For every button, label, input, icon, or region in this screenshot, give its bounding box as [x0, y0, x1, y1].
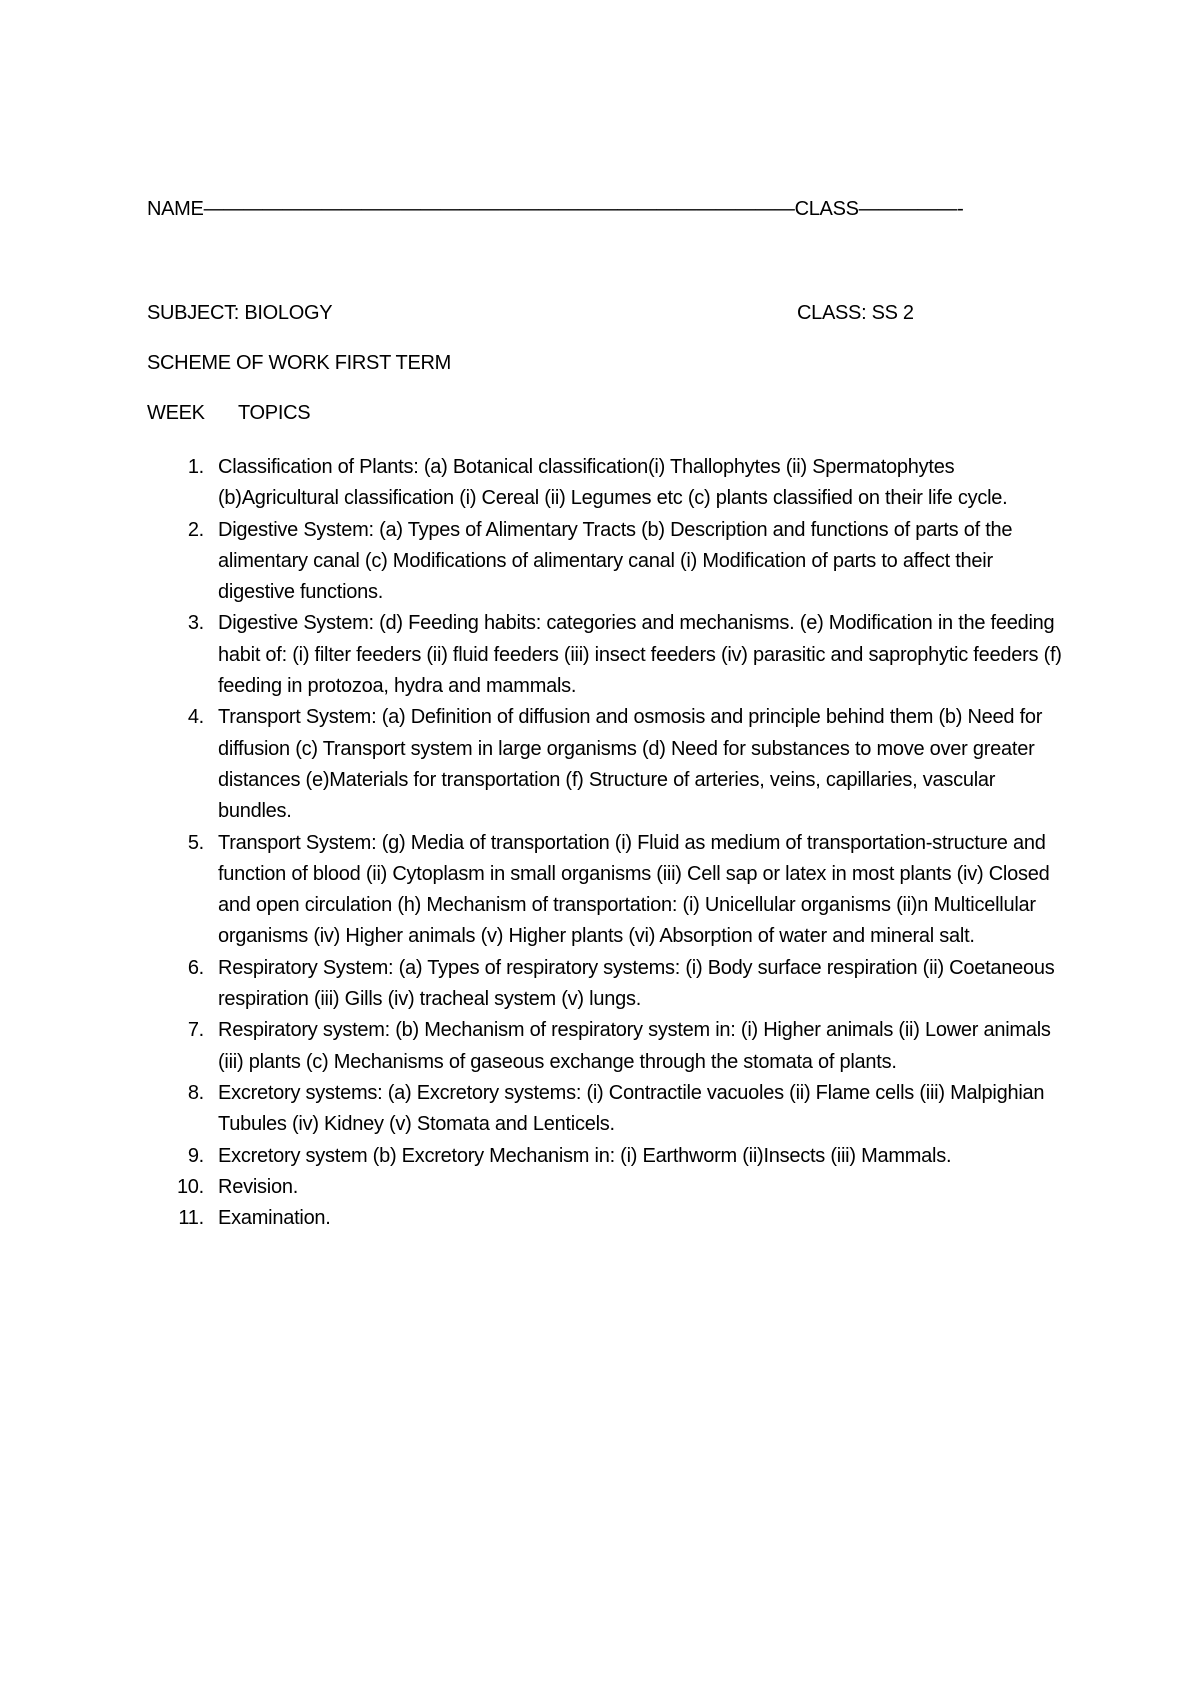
- topic-item: [147, 1141, 1067, 1172]
- topic-text: Digestive System: (a) Types of Alimentary Tracts (b) Description and functions of parts of the alimentary canal (c) Modifications of alimentary canal (i) Modification of parts to affect their digestive functions.: [218, 518, 1013, 604]
- topic-number: 4.: [187, 706, 204, 729]
- topic-number: 1.: [187, 456, 204, 478]
- topic-number: 10.: [176, 1175, 204, 1198]
- topic-item: [147, 452, 1067, 515]
- topic-item: [147, 1015, 1067, 1078]
- topic-number: 11.: [178, 1207, 204, 1230]
- topic-item: [147, 515, 1067, 609]
- topic-text: Examination.: [218, 1207, 331, 1230]
- name-class-line: NAME——————————————————————————————CLASS—————-: [147, 198, 964, 220]
- topic-number: 2.: [187, 518, 204, 541]
- topic-item: [147, 828, 1067, 953]
- topic-number: 9.: [187, 1144, 204, 1167]
- topic-number: 3.: [187, 612, 204, 635]
- topic-text: Transport System: (a) Definition of diffusion and osmosis and principle behind them (b) Need for diffusion (c) Transport system in large organisms (d) Need for substances to move over greater distances (e)Materials for transportation (f) Structure of arteries, veins, capillaries, vascular bundles.: [218, 706, 1043, 823]
- topic-number: 6.: [187, 956, 204, 979]
- topic-text: Respiratory System: (a) Types of respiratory systems: (i) Body surface respiration (ii) Coetaneous respiration (iii) Gills (iv) tracheal system (v) lungs.: [218, 956, 1055, 1011]
- topic-text: Transport System: (g) Media of transportation (i) Fluid as medium of transportation-structure and function of blood (ii) Cytoplasm in small organisms (iii) Cell sap or latex in most plants (iv) Closed and open circulation (h) Mechanism of transportation: (i) Unicellular organisms (ii)n Multicellular organisms (iv) Higher animals (v) Higher plants (vi) Absorption of water and mineral salt.: [218, 831, 1050, 948]
- topic-item: [147, 608, 1067, 702]
- topic-item: [147, 1172, 1067, 1203]
- topics-header: TOPICS: [238, 402, 311, 424]
- topic-item: [147, 1078, 1067, 1141]
- topic-item: [147, 1203, 1067, 1234]
- class-label: CLASS: SS 2: [797, 302, 914, 324]
- week-header: WEEK: [147, 402, 205, 424]
- topic-item: [147, 953, 1067, 1016]
- topic-item: [147, 702, 1067, 827]
- topic-number: 8.: [187, 1081, 204, 1104]
- scheme-title: SCHEME OF WORK FIRST TERM: [147, 352, 451, 374]
- topic-text: Digestive System: (d) Feeding habits: categories and mechanisms. (e) Modification in the feeding habit of: (i) filter feeders (ii) fluid feeders (iii) insect feeders (iv) parasitic and saprophytic feeders (f) feeding in protozoa, hydra and mammals.: [218, 612, 1062, 698]
- topic-text: Excretory system (b) Excretory Mechanism in: (i) Earthworm (ii)Insects (iii) Mammals.: [218, 1144, 952, 1167]
- topic-text: Classification of Plants: (a) Botanical classification(i) Thallophytes (ii) Spermatophytes (b)Agricultural classification (i) Cereal (ii) Legumes etc (c) plants classified on their life cycle.: [218, 456, 1008, 510]
- topic-text: Excretory systems: (a) Excretory systems: (i) Contractile vacuoles (ii) Flame cells (iii) Malpighian Tubules (iv) Kidney (v) Stomata and Lenticels.: [218, 1081, 1045, 1136]
- topics-list: [147, 452, 1067, 1234]
- column-headers: [147, 402, 311, 425]
- topic-text: Revision.: [218, 1175, 299, 1198]
- topic-text: Respiratory system: (b) Mechanism of respiratory system in: (i) Higher animals (ii) Lower animals (iii) plants (c) Mechanisms of gaseous exchange through the stomata of plants.: [218, 1019, 1051, 1073]
- topic-number: 7.: [187, 1019, 204, 1042]
- subject-label: SUBJECT: BIOLOGY: [147, 302, 333, 324]
- topic-number: 5.: [187, 831, 204, 854]
